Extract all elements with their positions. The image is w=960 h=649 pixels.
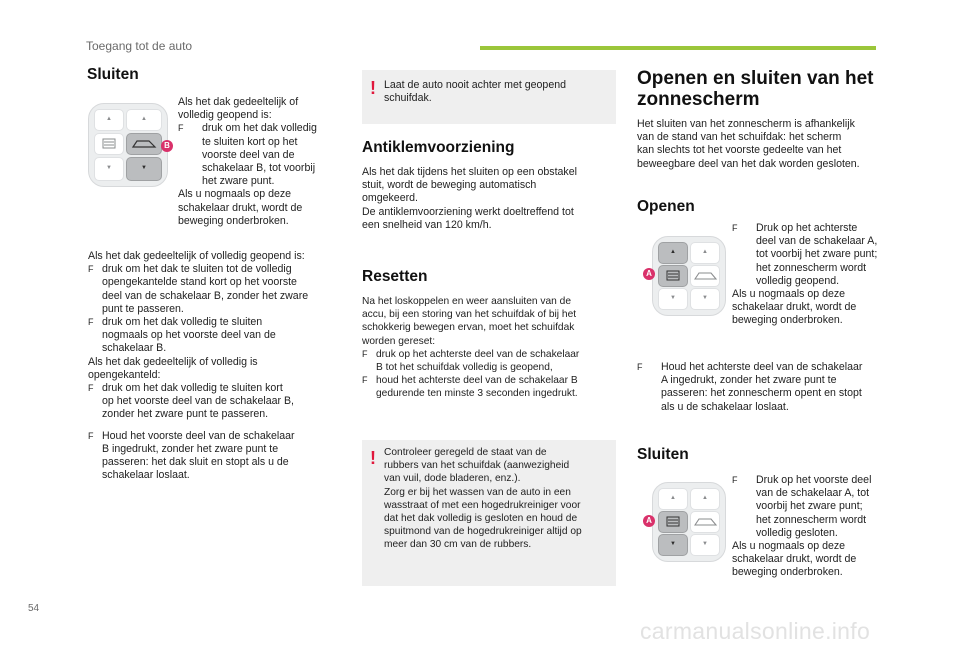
text-line: Het sluiten van het zonnescherm is afhankelijk [637, 118, 855, 130]
text-line: omgekeerd. [362, 192, 418, 205]
col1-intro-block [178, 96, 328, 228]
reset-title: Resetten [362, 268, 428, 285]
text-line: B ingedrukt, zonder het zware punt te [102, 442, 279, 455]
switch-cell [126, 109, 162, 131]
switch-cell-active [658, 534, 688, 556]
switch-cell-active [658, 242, 688, 264]
bullet-icon: F [732, 475, 738, 485]
text-line: schokkerig bewegen ervan, moet het schuifdak [362, 322, 575, 334]
text-line: Als u nogmaals op deze [732, 540, 846, 553]
text-line: Houd het achterste deel van de schakelaar [661, 361, 863, 373]
bullet-icon: F [637, 362, 643, 372]
list-item [732, 474, 902, 540]
down-arrow-icon: ▼ [141, 165, 147, 171]
text-line: beweging onderbroken. [732, 566, 843, 579]
text-line: accu, bij een storing van het schuifdak of bij het [362, 309, 577, 321]
text-line: schakelaar drukt, wordt de [732, 301, 857, 314]
text-line: Controleer geregeld de staat van de [384, 447, 547, 458]
text-line: De antiklemvoorziening werkt doeltreffend tot [362, 205, 574, 218]
text-line: spuitmond van de hogedrukreiniger altijd op [384, 526, 582, 538]
sunroof-icon [691, 266, 719, 286]
up-arrow-icon: ▲ [702, 249, 708, 255]
anti-pinch-title: Antiklemvoorziening [362, 139, 515, 156]
text-line: beweegbare deel van het dak worden gesloten. [637, 157, 860, 170]
warning-box-1 [362, 70, 616, 124]
bullet-icon: F [88, 317, 94, 328]
warning-icon: ! [370, 448, 376, 468]
text-line: druk op het achterste deel van de schakelaar [376, 348, 580, 360]
open-title: Openen [637, 198, 695, 215]
text-line: volledig gesloten. [756, 526, 838, 539]
text-line: nogmaals op het voorste deel van de [102, 329, 276, 342]
text-line: Als het dak gedeeltelijk of [178, 96, 299, 108]
text-line: punt te passeren. [102, 302, 184, 315]
text-line: volledig geopend is: [178, 109, 272, 122]
col1-main-block [88, 250, 350, 482]
text-line: Als het dak tijdens het sluiten op een obstakel [362, 166, 577, 178]
sunshade-icon [95, 134, 123, 154]
text-line: Houd het voorste deel van de schakelaar [102, 429, 295, 442]
text-line: Na het loskoppelen en weer aansluiten van de [362, 296, 571, 307]
down-arrow-icon: ▼ [670, 541, 676, 547]
up-arrow-icon: ▲ [670, 495, 676, 501]
badge-b: B [161, 140, 173, 152]
text-line: wasstraat of met een hogedrukreiniger voor [384, 499, 581, 511]
text-line: tot voorbij het zware punt; [756, 248, 878, 261]
text-line: Druk op het voorste deel [756, 474, 872, 486]
title-line: Openen en sluiten van het [637, 68, 874, 89]
switch-cell [94, 133, 124, 155]
list-item [88, 430, 350, 483]
switch-cell [658, 488, 688, 510]
text-line: Als u nogmaals op deze [178, 188, 292, 201]
warning-box-2 [362, 440, 616, 586]
bullet-icon: F [88, 383, 94, 394]
down-arrow-icon: ▼ [106, 165, 112, 171]
close-title: Sluiten [637, 446, 689, 463]
bullet-icon: F [732, 223, 738, 233]
text-line: druk om het dak te sluiten tot de volledig [102, 263, 292, 276]
col3-title [637, 68, 874, 110]
switch-panel-b [88, 103, 168, 187]
list-item [637, 361, 903, 414]
down-arrow-icon: ▼ [702, 295, 708, 301]
text-line: druk om het dak volledig te sluiten kort [102, 382, 283, 395]
list-item [88, 263, 350, 316]
text-line: gedurende ten minste 3 seconden ingedrukt. [376, 388, 578, 400]
text-line: Als het dak gedeeltelijk of volledig geopend is: [88, 250, 305, 262]
bullet-icon: F [362, 348, 368, 359]
switch-cell [690, 288, 720, 310]
text-line: worden gereset: [362, 335, 436, 347]
text-line: Laat de auto nooit achter met geopend [384, 79, 566, 91]
text-line: zonder het zware punt te passeren. [102, 408, 269, 421]
up-arrow-icon: ▲ [106, 116, 112, 122]
text-line: deel van de schakelaar A, [756, 235, 878, 248]
up-arrow-icon: ▲ [670, 249, 676, 255]
sunroof-icon [691, 512, 719, 532]
badge-a-open: A [643, 268, 655, 280]
text-line: volledig geopend. [756, 274, 840, 287]
text-line: passeren: het zonnescherm opent en stopt [661, 387, 862, 400]
text-line: schakelaar drukt, wordt de [732, 553, 857, 566]
text-line: schakelaar loslaat. [102, 469, 190, 482]
text-line: een snelheid van 120 km/h. [362, 218, 492, 231]
text-line: schakelaar B. [102, 342, 167, 355]
list-item [178, 122, 328, 188]
list-item [732, 222, 902, 288]
switch-cell [94, 157, 124, 181]
badge-a-close: A [643, 515, 655, 527]
section-header: Toegang tot de auto [86, 39, 193, 53]
switch-cell [690, 534, 720, 556]
switch-cell [658, 288, 688, 310]
switch-cell-active [126, 157, 162, 181]
switch-cell-active [126, 133, 162, 155]
sunshade-icon [659, 512, 687, 532]
switch-cell [690, 265, 720, 287]
down-arrow-icon: ▼ [670, 295, 676, 301]
bullet-icon: F [88, 430, 94, 441]
switch-cell [94, 109, 124, 131]
switch-cell [690, 242, 720, 264]
text-line: B tot het schuifdak volledig is geopend, [376, 362, 553, 374]
switch-cell [690, 511, 720, 533]
warning-icon: ! [370, 78, 376, 98]
text-line: voorste deel van de [202, 148, 295, 161]
watermark: carmanualsonline.info [640, 618, 871, 644]
down-arrow-icon: ▼ [702, 541, 708, 547]
sunroof-icon [127, 134, 161, 154]
text-line: van de schakelaar A, tot [756, 487, 870, 500]
text-line: opengekantelde stand kort op het voorste [102, 276, 297, 289]
col1-title: Sluiten [87, 66, 139, 83]
text-line: het zware punt. [202, 175, 275, 188]
text-line: Als u nogmaals op deze [732, 288, 846, 301]
open-hold-instruction [637, 361, 903, 414]
text-line: van vuil, dode bladeren, enz.). [384, 473, 521, 485]
open-instructions [732, 222, 902, 328]
text-line: druk om het dak volledig te sluiten [102, 316, 263, 329]
anti-pinch-text [362, 166, 618, 232]
text-line: als u de schakelaar loslaat. [661, 400, 789, 413]
text-line: kan slechts tot het voorste gedeelte van het [637, 144, 842, 157]
text-line: opengekanteld: [88, 368, 161, 381]
text-line: deel van de schakelaar B, zonder het zware [102, 289, 309, 302]
list-item [362, 348, 620, 374]
list-item [362, 374, 620, 400]
close-instructions [732, 474, 902, 580]
switch-panel-a-close [652, 482, 726, 562]
switch-panel-a-open [652, 236, 726, 316]
text-line: op het voorste deel van de schakelaar B, [102, 395, 294, 408]
reset-text [362, 295, 620, 401]
up-arrow-icon: ▲ [141, 116, 147, 122]
text-line: dat het dak volledig is gesloten en houd de [384, 513, 578, 525]
text-line: schakelaar drukt, wordt de [178, 201, 303, 214]
text-line: Druk op het achterste [756, 222, 858, 234]
text-line: passeren: het dak sluit en stopt als u de [102, 456, 289, 469]
text-line: beweging onderbroken. [732, 314, 843, 327]
text-line: meer dan 30 cm van de rubbers. [384, 539, 532, 551]
bullet-icon: F [178, 123, 184, 134]
text-line: schakelaar B, tot voorbij [202, 162, 316, 175]
text-line: het zonnescherm wordt [756, 261, 867, 274]
switch-cell [690, 488, 720, 510]
text-line: schuifdak. [384, 92, 432, 105]
list-item [88, 316, 350, 356]
text-line: Als het dak gedeeltelijk of volledig is [88, 355, 258, 368]
switch-cell-active [658, 265, 688, 287]
text-line: Zorg er bij het wassen van de auto in een [384, 486, 571, 498]
text-line: houd het achterste deel van de schakelaar B [376, 375, 578, 387]
text-line: beweging onderbroken. [178, 214, 289, 227]
text-line: stuit, wordt de beweging automatisch [362, 179, 537, 192]
up-arrow-icon: ▲ [702, 495, 708, 501]
text-line: A ingedrukt, zonder het zware punt te [661, 374, 837, 387]
text-line: voorbij het zware punt; [756, 500, 863, 513]
text-line: druk om het dak volledig [202, 122, 317, 135]
text-line: van de stand van het schuifdak: het scherm [637, 131, 842, 144]
text-line: rubbers van het schuifdak (aanwezigheid [384, 460, 570, 472]
sunshade-icon [659, 266, 687, 286]
bullet-icon: F [88, 264, 94, 275]
page-number: 54 [28, 603, 40, 614]
bullet-icon: F [362, 375, 368, 386]
text-line: het zonnescherm wordt [756, 513, 867, 526]
section-accent-bar [480, 46, 876, 50]
list-item [88, 382, 350, 422]
title-line: zonnescherm [637, 89, 760, 110]
text-line: te sluiten kort op het [202, 135, 298, 148]
col3-intro [637, 118, 899, 171]
switch-cell-active [658, 511, 688, 533]
